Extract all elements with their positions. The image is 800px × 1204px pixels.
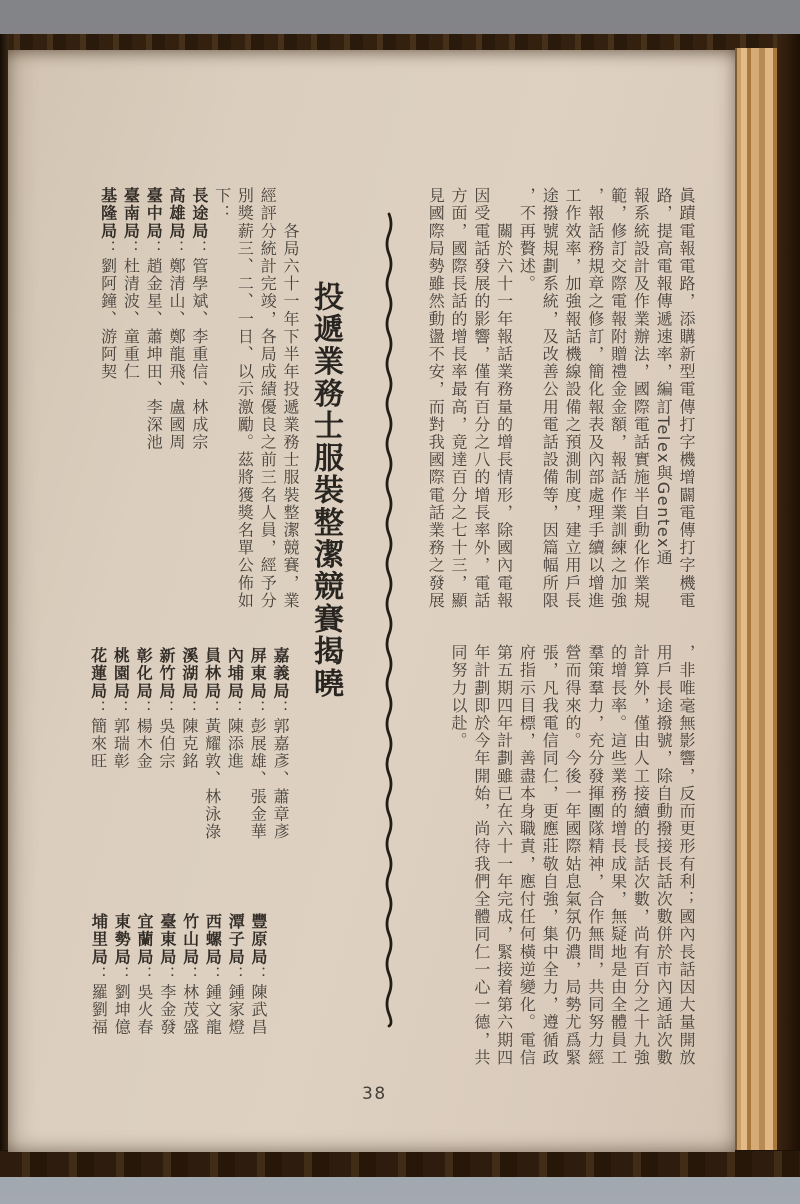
text-column: 的增長率。這些業務的增長成果，無疑地是由全體員工 [608,644,628,1067]
winner-entry [226,913,246,1078]
bureau-name: 彰化局 [134,647,154,700]
text-column: ，非唯毫無影響，反而更形有利；國內長話因大量開放 [677,644,696,1067]
winner-entry [204,913,221,1078]
bureau-name: 臺南局 [121,187,141,240]
winner-names: ：吳火春 [135,965,155,1037]
bureau-name: 潭子局 [226,913,246,966]
winner-names: ：楊木金 [134,699,154,771]
text-column: 報系統設計及作業辦法，國際電話實施半自動化作業規 [631,187,651,610]
winner-names: ：郭瑞彰 [111,699,131,771]
contest-article-top-tier [86,187,298,619]
bureau-name: 竹山局 [180,913,200,966]
text-column: 工作效率，加強報話機線設備之預測制度，建立用戶長 [563,187,583,610]
bureau-name: 豐原局 [249,913,268,966]
winner-names: ：杜清波、童重仁 [121,239,141,381]
contest-article-bottom-tier [76,913,266,1078]
text-column: 範，修訂交際電報附贈禮金金額，報話作業訓練之加強 [608,187,628,610]
winner-entry [167,187,187,619]
winner-entry [190,187,207,619]
winner-entry [157,647,177,877]
text-column: ，不再贅述。 [517,187,537,293]
winner-entry [89,647,106,877]
text-column: 別獎薪三、二、一日、以示激勵。茲將獲獎名單公佈如 [235,187,255,610]
text-column: 下： [212,187,232,223]
contest-article-middle-tier [76,647,288,877]
winner-names: ：黃耀敦、林泳淥 [202,699,222,841]
text-column: 計算外，僅由人工接續的長話次數，尚有百分之十九強 [631,644,651,1067]
winner-entry [203,647,220,877]
text-column: 第五期四年計劃雖已在六十一年完成，緊接着第六期四 [494,644,514,1067]
text-column: 府指示目標，善盡本身職責，應付任何橫逆變化。電信 [517,644,537,1067]
winner-names: ：趙金星、蕭坤田、李深池 [144,239,164,452]
text-column: 見國際局勢雖然動盪不安，而對我國際電話業務之發展 [426,187,446,610]
bureau-name: 新竹局 [157,647,177,700]
text-column: 各局六十一年下半年投遞業務士服裝整潔競賽，業 [281,187,300,610]
winner-names: ：管學斌、李重信、林成宗 [189,239,209,452]
text-column: 方面，國際長話的增長率最高，竟達百分之七十三，顯 [449,187,469,610]
winner-entry [112,647,129,877]
winner-names: ：吳伯宗 [157,699,177,771]
bureau-name: 員林局 [202,647,222,700]
winner-names: ：李金發 [157,965,177,1037]
winner-entry [144,187,164,619]
winner-names: ：劉坤億 [112,965,132,1037]
winner-names: ：郭嘉彥、蕭章彥 [271,699,290,841]
bureau-name: 西螺局 [203,913,223,966]
bureau-name: 桃園局 [111,647,131,700]
text-column: 同努力以赴。 [449,644,469,750]
winner-names: ：劉阿鐘、游阿契 [98,239,118,381]
winner-names: ：陳添進 [225,699,245,771]
page-stack-fore-edge [735,48,779,1152]
winner-names: ：鍾文龍 [203,965,223,1037]
winner-names: ：陳克銘 [179,699,199,771]
bureau-name: 臺中局 [144,187,164,240]
winner-entry [249,913,266,1078]
text-column: 年計劃即於今年開始，尚待我們全體同仁一心一德，共 [471,644,491,1067]
winner-entry [122,187,139,619]
winner-entry [99,187,116,619]
text-column: 關於六十一年報話業務量的增長情形，除國內電報 [494,187,514,610]
text-column: 路，提高電報傳遞速率，編訂Telex與Gentex通 [654,187,674,567]
text-column: 用戶長途撥號，除自動撥接長話次數併於市內通話次數 [654,644,674,1067]
winner-entry [180,647,197,877]
book-cover-bottom-edge [0,1150,800,1177]
bureau-name: 東勢局 [112,913,132,966]
bureau-name: 埔里局 [89,913,109,966]
winner-entry [248,647,268,877]
winner-entry [112,913,132,1078]
bureau-name: 嘉義局 [271,647,290,700]
winner-names: ：鍾家燈 [226,965,246,1037]
contest-article-title: 投遞業務士服裝整潔競賽揭曉 [308,281,343,700]
text-column: 眞蹟電報電路，添購新型電傳打字機增闢電傳打字機電 [677,187,696,610]
text-column: 途撥號規劃系統，及改善公用電話設備等，因篇幅所限 [540,187,560,610]
winner-entry [181,913,198,1078]
book-cover-right-edge [777,34,800,1172]
text-column: ，報話務規章之修訂，簡化報表及內部處理手續以增進 [585,187,605,610]
winner-entry [226,647,243,877]
text-column: 張，凡我電信同仁，更應莊敬自強，集中全力，遵循政 [540,644,560,1067]
text-column: 經評分統計完竣，各局成績優良之前三名人員，經予分 [258,187,278,610]
winner-names: ：林茂盛 [180,965,200,1037]
bureau-name: 高雄局 [167,187,187,240]
text-column: 羣策羣力，充分發揮團隊精神，合作無間，共同努力經 [585,644,605,1067]
bureau-name: 宜蘭局 [135,913,155,966]
article-divider-ornament [382,212,396,1066]
winner-entry [271,647,288,877]
winner-entry [158,913,175,1078]
winner-names: ：簡來旺 [88,699,108,771]
winner-entry [135,913,155,1078]
text-column: 營而得來的。今後一年國際姑息氣氛仍濃，局勢尤爲緊 [563,644,583,1067]
text-column: 因受電話發展的影響，僅有百分之八的增長率外，電話 [471,187,491,610]
winner-entry [90,913,107,1078]
bureau-name: 基隆局 [98,187,118,240]
page-number: 38 [362,1084,387,1104]
winner-names: ：羅劉福 [89,965,109,1037]
winner-entry [134,647,154,877]
bureau-name: 內埔局 [225,647,245,700]
telecom-article-top-tier [420,187,694,619]
bureau-name: 屏東局 [248,647,268,700]
bureau-name: 花蓮局 [88,647,108,700]
winner-names: ：鄭清山、鄭龍飛、盧國周 [167,239,187,452]
bureau-name: 溪湖局 [179,647,199,700]
telecom-article-bottom-tier [420,644,694,1076]
winner-names: ：陳武昌 [249,965,268,1037]
winner-names: ：彭展雄、張金華 [248,699,268,841]
bureau-name: 長途局 [189,187,209,240]
bureau-name: 臺東局 [157,913,177,966]
